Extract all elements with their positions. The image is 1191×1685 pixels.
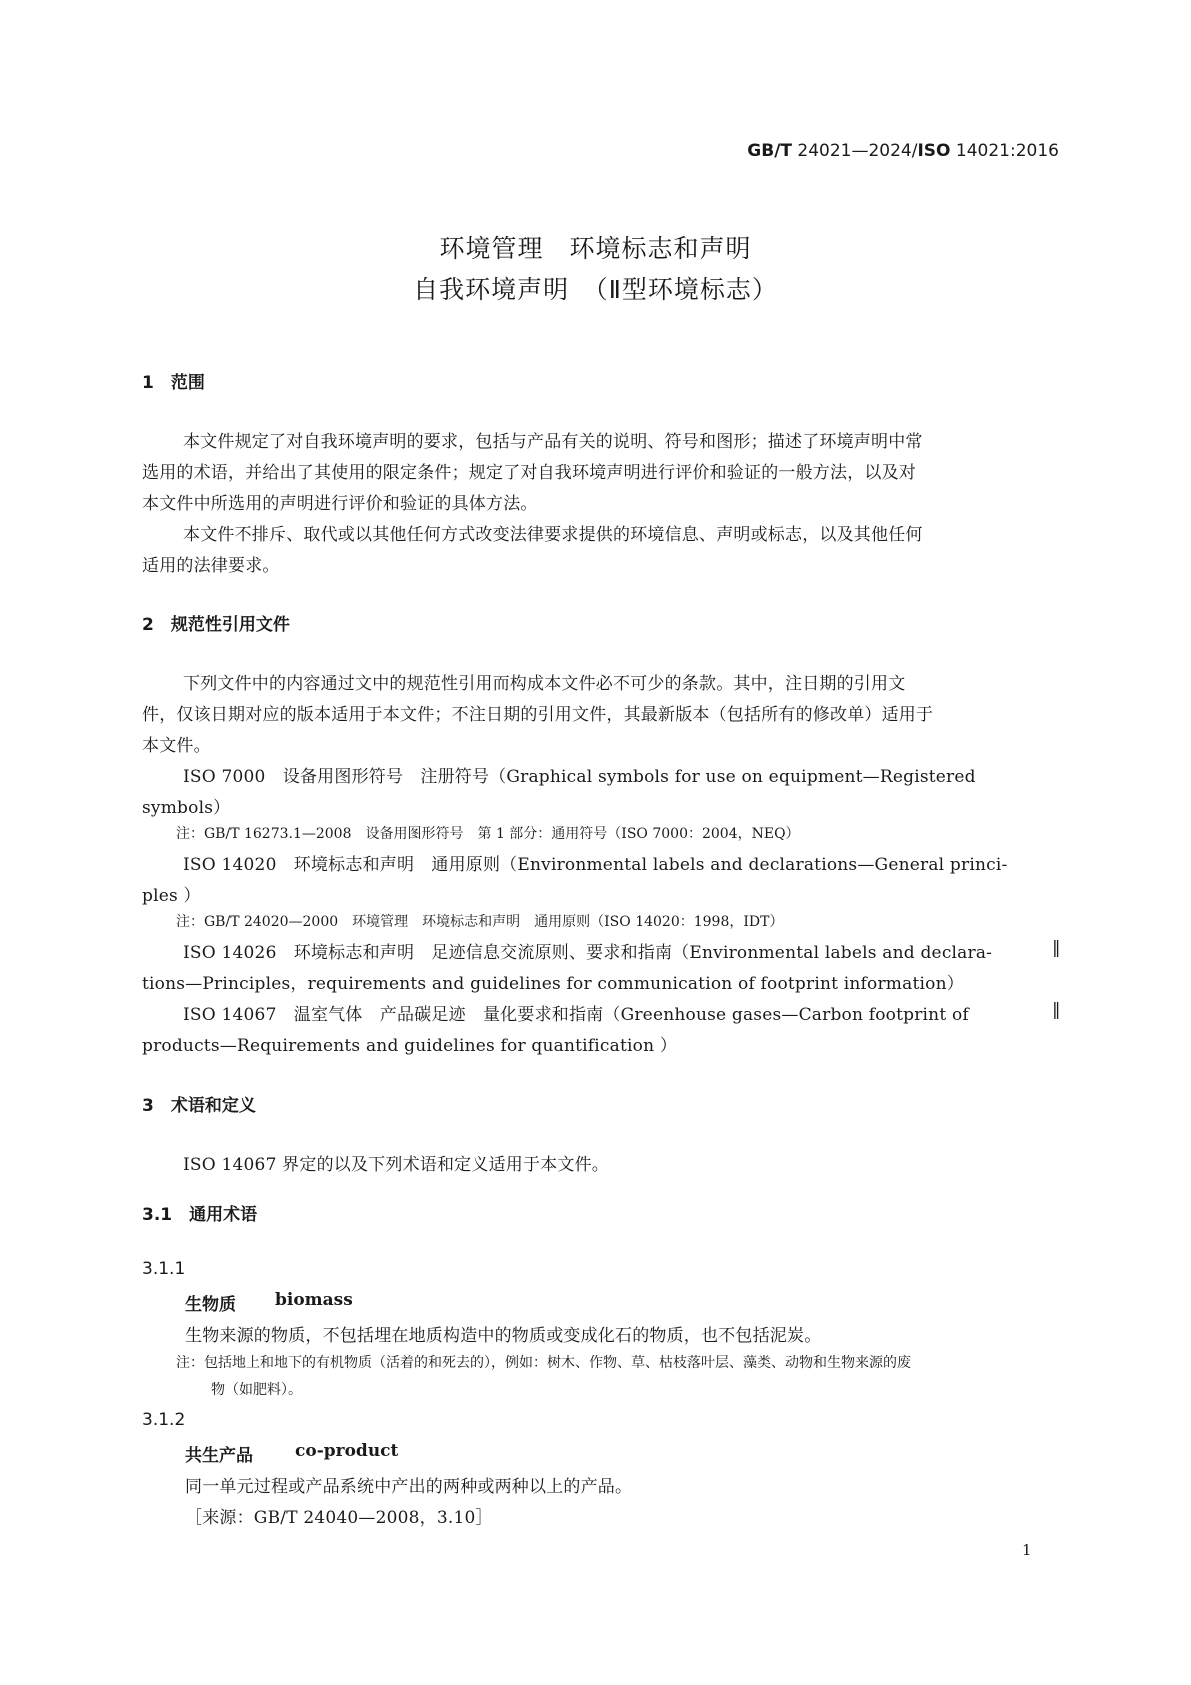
title-line-2: 自我环境声明 （Ⅱ型环境标志） bbox=[413, 275, 778, 304]
term-co-product-en: co-product bbox=[295, 1441, 399, 1461]
term-biomass-note-line-2: 物（如肥料）。 bbox=[211, 1382, 302, 1398]
term-co-product-source: ［来源：GB/T 24040—2008，3.10］ bbox=[185, 1508, 493, 1528]
s1-paragraph-1-line-3: 本文件中所选用的声明进行评价和验证的具体方法。 bbox=[142, 494, 538, 514]
code-number: 24021—2024/ bbox=[797, 141, 918, 161]
change-mark-2: ‖ bbox=[1052, 1000, 1061, 1020]
term-biomass-note-line-1: 注：包括地上和地下的有机物质（活着的和死去的），例如：树木、作物、草、枯枝落叶层、藻类、动物和生物来源的废 bbox=[176, 1355, 911, 1371]
section-2-heading: 2 规范性引用文件 bbox=[142, 615, 290, 635]
term-number-3-1-1: 3.1.1 bbox=[142, 1259, 186, 1279]
reference-iso-14067-line-2: products—Requirements and guidelines for quantification ） bbox=[142, 1036, 678, 1056]
s3-paragraph: ISO 14067 界定的以及下列术语和定义适用于本文件。 bbox=[183, 1155, 609, 1175]
s2-paragraph-line-2: 件，仅该日期对应的版本适用于本文件；不注日期的引用文件，其最新版本（包括所有的修改单）适用于 bbox=[142, 705, 934, 725]
subsection-3-1-heading: 3.1 通用术语 bbox=[142, 1205, 258, 1225]
s2-paragraph-line-1: 下列文件中的内容通过文中的规范性引用而构成本文件必不可少的条款。其中，注日期的引用文 bbox=[183, 674, 906, 694]
term-biomass-zh: 生物质 bbox=[185, 1295, 236, 1315]
s1-paragraph-2-line-2: 适用的法律要求。 bbox=[142, 556, 280, 576]
reference-iso-7000-line-2: symbols） bbox=[142, 798, 231, 818]
s1-paragraph-1-line-2: 选用的术语，并给出了其使用的限定条件；规定了对自我环境声明进行评价和验证的一般方法，以及对 bbox=[142, 463, 916, 483]
term-number-3-1-2: 3.1.2 bbox=[142, 1410, 186, 1430]
term-biomass-definition: 生物来源的物质，不包括埋在地质构造中的物质或变成化石的物质，也不包括泥炭。 bbox=[185, 1326, 822, 1346]
code-prefix: GB/T bbox=[747, 141, 792, 161]
s1-paragraph-2-line-1: 本文件不排斥、取代或以其他任何方式改变法律要求提供的环境信息、声明或标志，以及其他任何 bbox=[183, 525, 923, 545]
page-number: 1 bbox=[1022, 1541, 1032, 1559]
reference-iso-14026-line-2: tions—Principles，requirements and guidelines for communication of footprint information） bbox=[142, 974, 964, 994]
term-co-product-definition: 同一单元过程或产品系统中产出的两种或两种以上的产品。 bbox=[185, 1477, 633, 1497]
code-iso-number: 14021:2016 bbox=[955, 141, 1059, 161]
s1-paragraph-1-line-1: 本文件规定了对自我环境声明的要求，包括与产品有关的说明、符号和图形；描述了环境声明中常 bbox=[183, 432, 923, 452]
title-line-1: 环境管理 环境标志和声明 bbox=[439, 234, 752, 263]
note-gb-24020: 注：GB/T 24020—2000 环境管理 环境标志和声明 通用原则（ISO 14020：1998，IDT） bbox=[176, 914, 784, 930]
reference-iso-7000-line-1: ISO 7000 设备用图形符号 注册符号（Graphical symbols for use on equipment—Registered bbox=[183, 767, 976, 787]
reference-iso-14020-line-1: ISO 14020 环境标志和声明 通用原则（Environmental labels and declarations—General princi- bbox=[183, 855, 1008, 875]
note-gb-16273: 注：GB/T 16273.1—2008 设备用图形符号 第 1 部分：通用符号（ISO 7000：2004，NEQ） bbox=[176, 826, 800, 842]
standard-code bbox=[747, 141, 1059, 161]
change-mark-1: ‖ bbox=[1052, 938, 1061, 958]
section-3-heading: 3 术语和定义 bbox=[142, 1096, 256, 1116]
reference-iso-14020-line-2: ples ） bbox=[142, 886, 201, 906]
reference-iso-14026-line-1: ISO 14026 环境标志和声明 足迹信息交流原则、要求和指南（Environmental labels and declara- bbox=[183, 943, 993, 963]
term-biomass-en: biomass bbox=[275, 1290, 353, 1310]
reference-iso-14067-line-1: ISO 14067 温室气体 产品碳足迹 量化要求和指南（Greenhouse gases—Carbon footprint of bbox=[183, 1005, 969, 1025]
section-1-heading: 1 范围 bbox=[142, 373, 205, 393]
s2-paragraph-line-3: 本文件。 bbox=[142, 736, 211, 756]
term-co-product-zh: 共生产品 bbox=[185, 1446, 253, 1466]
code-iso: ISO bbox=[917, 141, 951, 161]
